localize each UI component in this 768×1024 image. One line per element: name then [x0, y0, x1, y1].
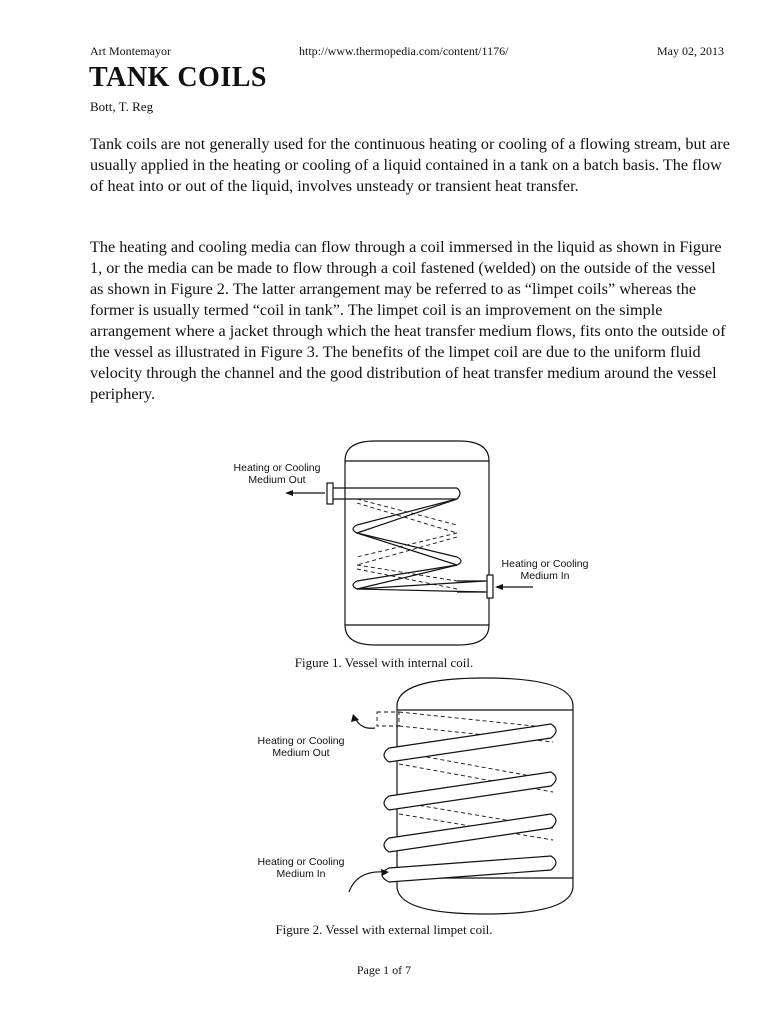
figure-1-caption: Figure 1. Vessel with internal coil.: [294, 655, 474, 670]
fig2-label-in-line1: Heating or Cooling: [257, 856, 345, 868]
paragraph-1: Tank coils are not generally used for the continuous heating or cooling of a flowing stream, but are usually applied in the heating or cooling of a liquid contained in a tank on a batch basis. The flow of heat into or out of the liquid, involves unsteady or transient heat transfer.: [90, 135, 730, 195]
page-footer: Page 1 of 7: [356, 963, 412, 977]
paragraph-2: The heating and cooling media can flow through a coil immersed in the liquid as shown in Figure 1, or the media can be made to flow through a coil fastened (welded) on the outside of the vessel as shown in Figure 2. The latter arrangement may be referred to as “limpet coils” whereas the former is usually termed “coil in tank”. The limpet coil is an improvement on the simple arrangement where a jacket through which the heat transfer medium flows, fits onto the outside of the vessel as illustrated in Figure 3. The benefits of the limpet coil are due to the uniform fluid velocity through the channel and the good distribution of heat transfer medium around the vessel periphery.: [90, 238, 726, 403]
header-author: Art Montemayor: [90, 44, 171, 58]
document-author: Bott, T. Reg: [90, 99, 154, 114]
header-url[interactable]: http://www.thermopedia.com/content/1176/: [299, 44, 509, 58]
fig2-label-out-line1: Heating or Cooling: [257, 735, 345, 747]
fig2-label-out-line2: Medium Out: [272, 747, 330, 759]
figure-1-internal-coil-diagram: [225, 433, 605, 653]
header-date: May 02, 2013: [657, 44, 724, 58]
outlet-flange: [327, 483, 333, 504]
inlet-arrow: [349, 872, 385, 892]
vessel-shell: [345, 441, 489, 645]
fig1-label-out-line1: Heating or Cooling: [233, 462, 321, 474]
document-title: TANK COILS: [89, 62, 267, 93]
figure-2-caption: Figure 2. Vessel with external limpet coil.: [275, 922, 493, 937]
fig1-label-out-line2: Medium Out: [248, 474, 306, 486]
fig2-label-in-line2: Medium In: [276, 868, 326, 880]
fig1-label-in-line1: Heating or Cooling: [501, 558, 589, 570]
figure-2-limpet-coil-diagram: [225, 672, 605, 920]
inlet-flange: [487, 575, 493, 598]
fig1-label-in-line2: Medium In: [520, 570, 570, 582]
outlet-dashed-stub: [377, 712, 399, 726]
